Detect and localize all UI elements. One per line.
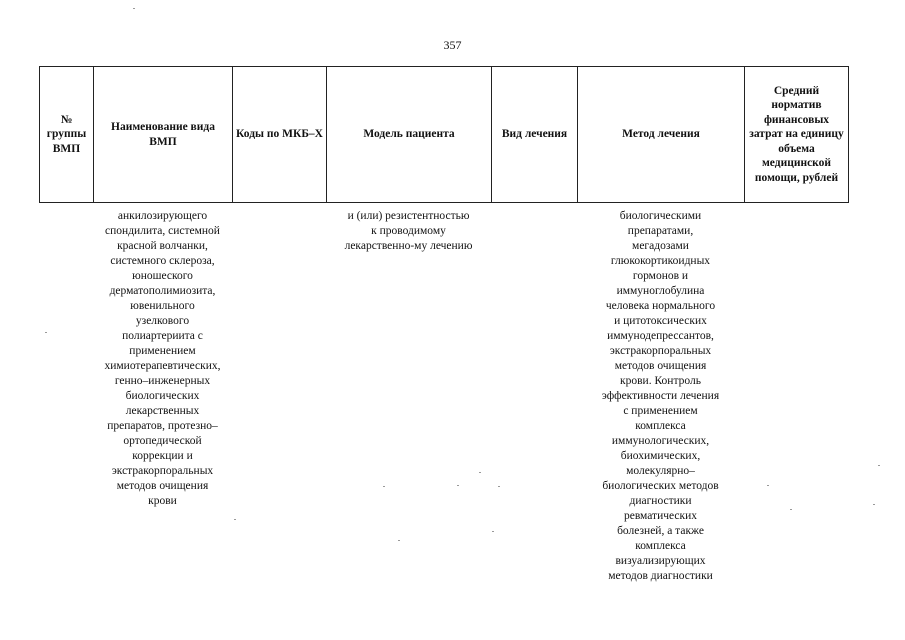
header-treatment-method: Метод лечения: [578, 67, 745, 203]
scan-speck: [492, 531, 494, 532]
scan-speck: [790, 509, 792, 510]
header-type-name: Наименование вида ВМП: [94, 67, 233, 203]
scan-speck: [133, 8, 135, 9]
cell-treatment-method: биологическими препаратами, мегадозами глюкокортикоидных гормонов и иммуноглобулина человека нормального и цитотоксических иммунодепрессантов, экстракорпоральных методов очищения крови. Контроль эффективности лечения с применением комплекса иммунологических, биохимических, молекулярно– биологических методов диагностики ревматических болезней, а также комплекса визуализирующих методов диагностики: [601, 210, 720, 582]
scan-speck: [479, 472, 481, 473]
header-treatment-type: Вид лечения: [492, 67, 578, 203]
scan-speck: [383, 486, 385, 487]
page-number: 357: [443, 38, 462, 52]
scan-speck: [498, 486, 500, 487]
scan-speck: [398, 540, 400, 541]
scan-speck: [457, 485, 459, 486]
scan-speck: [767, 485, 769, 486]
scan-speck: [873, 504, 875, 505]
table-header: [39, 66, 849, 203]
cell-type-name: анкилозирующего спондилита, системной красной волчанки, системного склероза, юношеского дерматополимиозита, ювенильного узелкового полиартериита с применением химиотерапевтических, генно–инженерных биологических лекарственных препаратов, протезно– ортопедической коррекции и экстракорпоральных методов очищения крови: [104, 210, 221, 507]
scan-speck: [45, 332, 47, 333]
header-icd-codes: Коды по МКБ–Х: [233, 67, 327, 203]
header-group-number: № группы ВМП: [40, 67, 94, 203]
scan-speck: [878, 465, 880, 466]
cell-patient-model: и (или) резистентностью к проводимому лекарственно-му лечению: [344, 210, 473, 252]
header-patient-model: Модель пациента: [327, 67, 492, 203]
scan-speck: [234, 519, 236, 520]
header-cost-standard: Средний норматив финансовых затрат на единицу объема медицинской помощи, рублей: [745, 67, 849, 203]
